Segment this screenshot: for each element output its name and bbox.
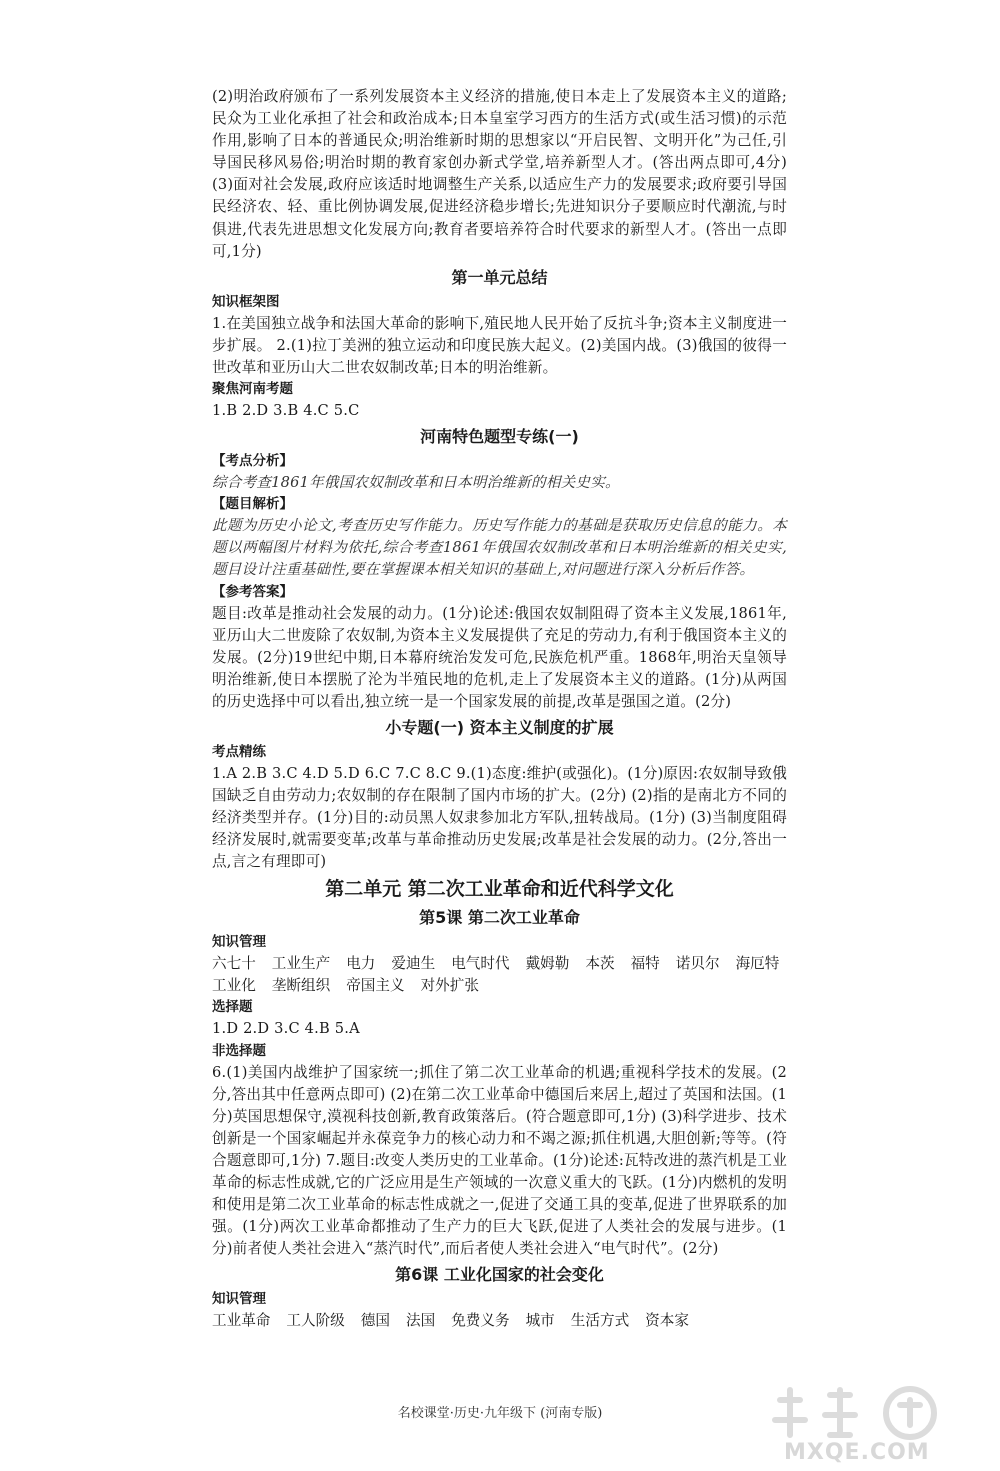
heading-topic1: 小专题(一) 资本主义制度的扩展 xyxy=(385,717,614,737)
page-footer: 名校课堂·历史·九年级下 (河南专版) xyxy=(397,1406,603,1421)
term: 垄断组织 xyxy=(271,977,331,995)
term: 本茨 xyxy=(585,955,615,973)
tag-kaodian-analysis: 【考点分析】 xyxy=(212,453,293,470)
paragraph-meiji-answer: (2)明治政府颁布了一系列发展资本主义经济的措施,使日本走上了发展资本主义的道路;民众为工业化承担了社会和政治成本;日本皇室学习西方的生活方式(或生活习惯)的示范作用,影响了日本的普通民众;明治维新时期的思想家以“开启民智、文明开化”为己任,引导国民移风易俗;明治时期的教育家创办新式学堂,培养新型人才。(答出两点即可,4分) (3)面对社会发展,政府应该适时地调整生产关系,以适应生产力的发展要求;政府要引导国民经济农、轻、重比例协调发展,促进经济稳步增长;先进知识分子要顺应时代潮流,与时俱进,代表先进思想文化发展方向;教育者要培养符合时代要求的新型人才。(答出一点即可,1分) xyxy=(212,88,787,260)
term-list-lesson6 xyxy=(212,1310,787,1332)
term: 海厄特 xyxy=(735,955,780,973)
subheading-knowledge-lesson6: 知识管理 xyxy=(212,1291,266,1308)
paragraph-henan-answers: 1.B 2.D 3.B 4.C 5.C xyxy=(212,402,360,420)
subheading-framework: 知识框架图 xyxy=(212,293,280,310)
term: 对外扩张 xyxy=(420,977,479,995)
heading-henan-special: 河南特色题型专练(一) xyxy=(420,427,579,447)
paragraph-question-analysis: 此题为历史小论文,考查历史写作能力。历史写作能力的基础是获取历史信息的能力。本题以两幅图片材料为依托,综合考查1861年俄国农奴制改革和日本明治维新的相关史实,题目设计注重基础性,要在掌握课本相关知识的基础上,对问题进行深入分析后作答。 xyxy=(212,517,787,579)
term: 六七十 xyxy=(212,955,256,973)
term: 帝国主义 xyxy=(346,977,405,995)
term: 爱迪生 xyxy=(391,955,436,973)
term: 工业生产 xyxy=(271,955,331,973)
subheading-knowledge-lesson5: 知识管理 xyxy=(212,934,266,951)
term: 资本家 xyxy=(645,1312,689,1330)
tag-reference-answer: 【参考答案】 xyxy=(212,583,293,600)
term: 德国 xyxy=(360,1312,390,1330)
heading-lesson6: 第6课 工业化国家的社会变化 xyxy=(395,1265,604,1285)
paragraph-choice-answers: 1.D 2.D 3.C 4.B 5.A xyxy=(212,1020,360,1038)
term: 工业化 xyxy=(212,977,256,995)
term: 城市 xyxy=(525,1312,555,1330)
heading-unit1-summary: 第一单元总结 xyxy=(451,267,548,287)
watermark-text: MXQE.COM xyxy=(784,1440,930,1465)
heading-unit2: 第二单元 第二次工业革命和近代科学文化 xyxy=(325,878,674,901)
tag-question-analysis: 【题目解析】 xyxy=(212,496,293,513)
term: 免费义务 xyxy=(451,1312,510,1330)
paragraph-framework: 1.在美国独立战争和法国大革命的影响下,殖民地人民开始了反抗斗争;资本主义制度进一步扩展。 2.(1)拉丁美洲的独立运动和印度民族大起义。(2)美国内战。(3)俄国的彼得一世改革和亚历山大二世农奴制改革;日本的明治维新。 xyxy=(212,314,787,376)
paragraph-reference-answer: 题目:改革是推动社会发展的动力。(1分)论述:俄国农奴制阻碍了资本主义发展,1861年,亚历山大二世废除了农奴制,为资本主义发展提供了充足的劳动力,有利于俄国资本主义的发展。(2分)19世纪中期,日本幕府统治发发可危,民族危机严重。1868年,明治天皇领导明治维新,使日本摆脱了沦为半殖民地的危机,走上了发展资本主义的道路。(1分)从两国的历史选择中可以看出,独立统一是一个国家发展的前提,改革是强国之道。(2分) xyxy=(212,604,787,710)
term: 戴姆勒 xyxy=(525,955,570,973)
heading-lesson5: 第5课 第二次工业革命 xyxy=(419,908,580,928)
term: 工业革命 xyxy=(212,1312,271,1330)
term: 福特 xyxy=(630,955,660,973)
subheading-henan-questions: 聚焦河南考题 xyxy=(212,381,293,398)
term: 工人阶级 xyxy=(286,1312,345,1330)
term: 法国 xyxy=(405,1312,436,1330)
term: 电力 xyxy=(346,955,376,973)
term: 诺贝尔 xyxy=(675,955,720,973)
subheading-nonchoice: 非选择题 xyxy=(212,1042,266,1059)
term: 电气时代 xyxy=(451,955,510,973)
paragraph-nonchoice-answers: 6.(1)美国内战维护了国家统一;抓住了第二次工业革命的机遇;重视科学技术的发展。(2分,答出其中任意两点即可) (2)在第二次工业革命中德国后来居上,超过了英国和法国。(1分)英国思想保守,漠视科技创新,教育政策落后。(符合题意即可,1分) (3)科学进步、技术创新是一个国家崛起并永葆竞争力的核心动力和不竭之源;抓住机遇,大胆创新;等等。(符合题意即可,1分) 7.题目:改变人类历史的工业革命。(1分)论述:瓦特改进的蒸汽机是工业革命的标志性成就,它的广泛应用是生产领域的一次意义重大的飞跃。(1分)内燃机的发明和使用是第二次工业革命的标志性成就之一,促进了交通工具的变革,促进了世界联系的加强。(1分)两次工业革命都推动了生产力的巨大飞跃,促进了人类社会的发展与进步。(1分)前者使人类社会进入“蒸汽时代”,而后者使人类社会进入“电气时代”。(2分) xyxy=(212,1063,787,1258)
subheading-kaodian-practice: 考点精练 xyxy=(212,743,266,760)
term: 生活方式 xyxy=(570,1312,630,1330)
paragraph-kaodian: 综合考查1861年俄国农奴制改革和日本明治维新的相关史实。 xyxy=(212,474,620,492)
subheading-choice: 选择题 xyxy=(212,999,253,1016)
answer-page xyxy=(212,86,787,1332)
paragraph-topic1-answers: 1.A 2.B 3.C 4.D 5.D 6.C 7.C 8.C 9.(1)态度:维护(或强化)。(1分)原因:农奴制导致俄国缺乏自由劳动力;农奴制的存在限制了国内市场的扩大。(2分) (2)指的是南北方不同的经济类型并存。(1分)目的:动员黑人奴隶参加北方军队,扭转战局。(1分) (3)当制度阻碍经济发展时,就需要变革;改革与革命推动历史发展;改革是社会发展的动力。(2分,答出一点,言之有理即可) xyxy=(212,764,787,871)
term-list-lesson5 xyxy=(212,953,787,997)
